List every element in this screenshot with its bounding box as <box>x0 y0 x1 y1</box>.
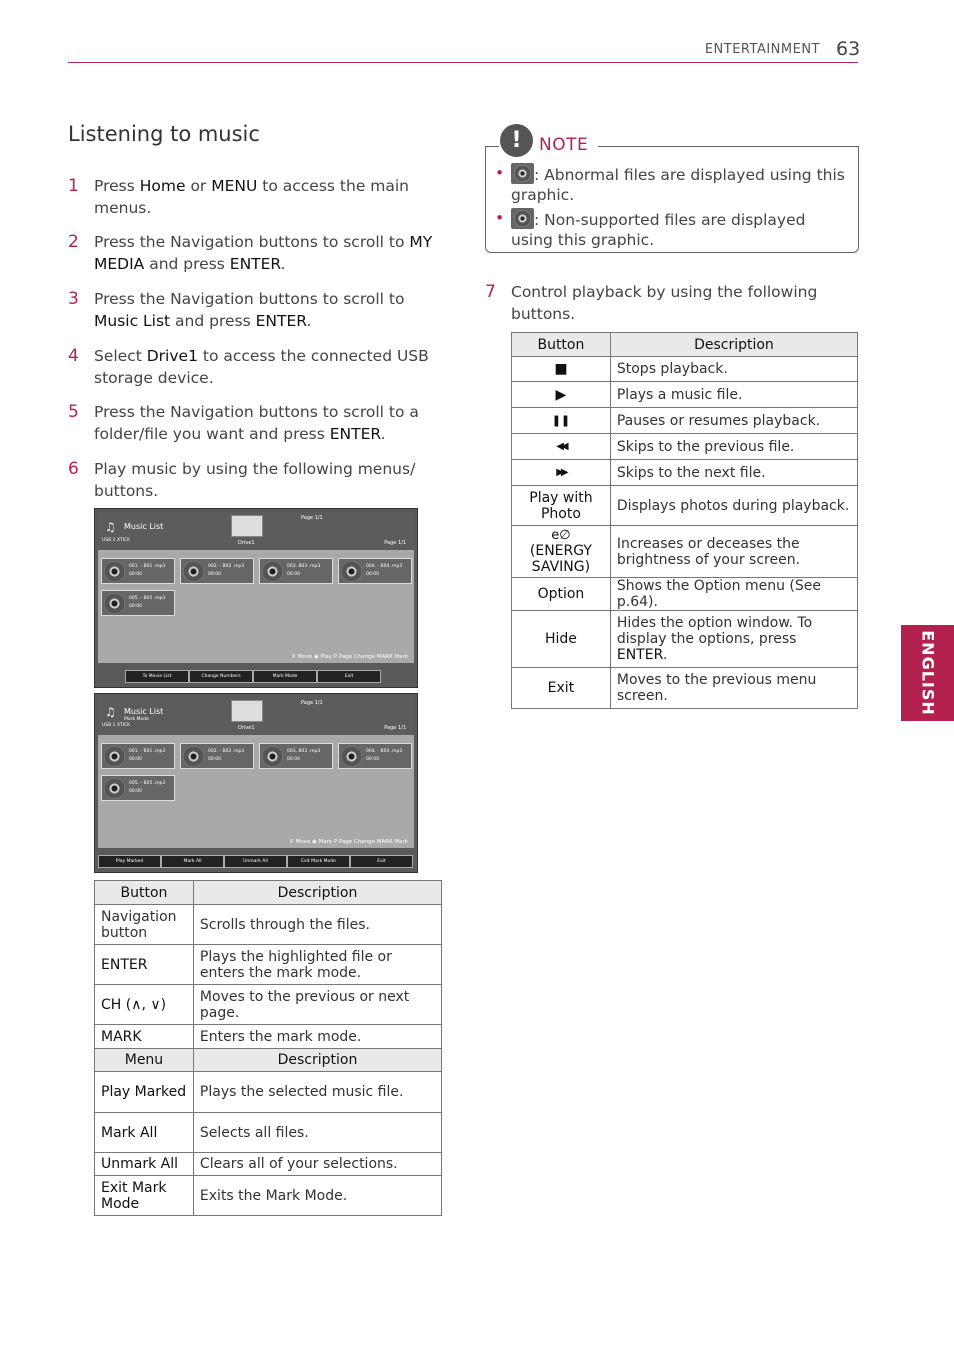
navigation-buttons-table <box>94 880 442 1216</box>
column-header: Button <box>95 881 194 905</box>
header-divider <box>68 62 858 63</box>
play-icon: ▶ <box>512 382 611 408</box>
usb-label: USB 1 XTICK <box>102 723 131 728</box>
file-item[interactable]: 004. - B04 .mp3 00:00 <box>338 558 412 584</box>
column-header: Description <box>193 881 441 905</box>
step-7: 7 Control playback by using the following buttons. <box>485 282 818 323</box>
music-note-icon: ♫ <box>105 705 116 719</box>
abnormal-file-icon <box>511 163 534 184</box>
music-list-screen <box>94 508 418 688</box>
disc-icon <box>104 561 125 582</box>
table-row: MARK Enters the mark mode. <box>95 1025 442 1049</box>
table-row: Exit Moves to the previous menu screen. <box>512 668 858 709</box>
page-indicator: Page 1/1 <box>301 515 323 521</box>
screen-title: Music List <box>124 707 164 716</box>
disc-icon <box>183 746 204 767</box>
disc-icon <box>104 593 125 614</box>
disc-icon <box>104 778 125 799</box>
exclamation-icon: ! <box>500 124 533 157</box>
step-6: 6 Play music by using the following menus/ buttons. <box>68 459 416 500</box>
language-tab: ENGLISH <box>901 625 954 721</box>
note-divider <box>485 146 499 147</box>
rewind-icon: ◀◀ <box>512 434 611 460</box>
folder-icon <box>231 515 263 537</box>
file-item[interactable]: 002. - B02 .mp3 00:00 <box>180 558 254 584</box>
step-5: 5 Press the Navigation buttons to scroll to a folder/file you want and press ENTER. <box>68 402 419 443</box>
page-title: Listening to music <box>68 122 260 146</box>
table-row: ◀◀ Skips to the previous file. <box>512 434 858 460</box>
exit-button[interactable]: Exit <box>350 855 413 868</box>
disc-icon <box>341 561 362 582</box>
step-3: 3 Press the Navigation buttons to scroll to Music List and press ENTER. <box>68 289 405 330</box>
drive-label: Drive1 <box>238 725 255 731</box>
column-header: Description <box>610 333 857 357</box>
table-row: ▶▶ Skips to the next file. <box>512 460 858 486</box>
table-row: Option Shows the Option menu (See p.64). <box>512 578 858 611</box>
step-1: 1 Press Home or MENU to access the main menus. <box>68 176 410 217</box>
playback-buttons-table <box>511 332 858 709</box>
exit-mark-mode-button[interactable]: Exit Mark Mode <box>287 855 350 868</box>
mark-all-button[interactable]: Mark All <box>161 855 224 868</box>
table-row: ■ Stops playback. <box>512 357 858 382</box>
table-row: ❚❚ Pauses or resumes playback. <box>512 408 858 434</box>
file-item[interactable]: 001. - B01 .mp3 00:00 <box>101 558 175 584</box>
exit-button[interactable]: Exit <box>317 670 381 683</box>
usb-label: USB 1 XTICK <box>102 538 131 543</box>
table-row: e∅ (ENERGY SAVING) Increases or deceases the brightness of your screen. <box>512 526 858 578</box>
note-item: • : Abnormal files are displayed using this graphic. <box>495 164 845 204</box>
page-indicator: Page 1/1 <box>384 540 406 546</box>
step-4: 4 Select Drive1 to access the connected USB storage device. <box>68 346 429 387</box>
file-item[interactable]: 005. - B05 .mp3 00:00 <box>101 775 175 801</box>
mark-mode-screen <box>94 693 418 873</box>
file-item[interactable]: 002. - B02 .mp3 00:00 <box>180 743 254 769</box>
page-indicator: Page 1/1 <box>301 700 323 706</box>
table-row: ENTER Plays the highlighted file or enters the mark mode. <box>95 945 442 985</box>
table-row: CH (∧, ∨) Moves to the previous or next page. <box>95 985 442 1025</box>
music-note-icon: ♫ <box>105 520 116 534</box>
folder-icon <box>231 700 263 722</box>
page-indicator: Page 1/1 <box>384 725 406 731</box>
disc-icon <box>262 746 283 767</box>
key-legend: ⇕ Move ◉ Mark P Page Change MARK Mark <box>289 839 408 845</box>
drive-label: Drive1 <box>238 540 255 546</box>
screen-title: Music List <box>124 522 164 531</box>
stop-icon: ■ <box>512 357 611 382</box>
unsupported-file-icon <box>511 208 534 229</box>
table-row: Mark All Selects all files. <box>95 1113 442 1153</box>
key-legend: ⇕ Move ◉ Play P Page Change MARK Mark <box>291 654 408 660</box>
table-row: Play with Photo Displays photos during playback. <box>512 486 858 526</box>
column-header: Menu <box>95 1049 194 1072</box>
unmark-all-button[interactable]: Unmark All <box>224 855 287 868</box>
eco-icon: e∅ <box>551 527 571 543</box>
table-row: Hide Hides the option window. To display the options, press ENTER. <box>512 611 858 668</box>
table-row: Play Marked Plays the selected music file. <box>95 1072 442 1113</box>
file-item[interactable]: 004. - B04 .mp3 00:00 <box>338 743 412 769</box>
file-item[interactable]: 001. - B01 .mp3 00:00 <box>101 743 175 769</box>
column-header: Button <box>512 333 611 357</box>
column-header: Description <box>193 1049 441 1072</box>
note-divider <box>598 146 859 147</box>
file-item[interactable]: 003. B03 .mp3 00:00 <box>259 743 333 769</box>
table-row: Unmark All Clears all of your selections. <box>95 1153 442 1176</box>
disc-icon <box>262 561 283 582</box>
disc-icon <box>341 746 362 767</box>
step-2: 2 Press the Navigation buttons to scroll to MY MEDIA and press ENTER. <box>68 232 433 273</box>
disc-icon <box>183 561 204 582</box>
file-item[interactable]: 003. B03 .mp3 00:00 <box>259 558 333 584</box>
table-row: Navigation button Scrolls through the files. <box>95 905 442 945</box>
screen-subtitle: Mark Mode <box>124 717 149 722</box>
change-numbers-button[interactable]: Change Numbers <box>189 670 253 683</box>
page-number: 63 <box>836 38 861 60</box>
file-item[interactable]: 005. - B05 .mp3 00:00 <box>101 590 175 616</box>
table-row: ▶ Plays a music file. <box>512 382 858 408</box>
pause-icon: ❚❚ <box>512 408 611 434</box>
note-item: • : Non-supported files are displayed using this graphic. <box>495 209 806 249</box>
to-movie-list-button[interactable]: To Movie List <box>125 670 189 683</box>
disc-icon <box>104 746 125 767</box>
note-label: NOTE <box>539 135 589 155</box>
fast-forward-icon: ▶▶ <box>512 460 611 486</box>
section-title: ENTERTAINMENT <box>704 42 820 57</box>
mark-mode-button[interactable]: Mark Mode <box>253 670 317 683</box>
play-marked-button[interactable]: Play Marked <box>98 855 161 868</box>
table-row: Exit Mark Mode Exits the Mark Mode. <box>95 1176 442 1216</box>
